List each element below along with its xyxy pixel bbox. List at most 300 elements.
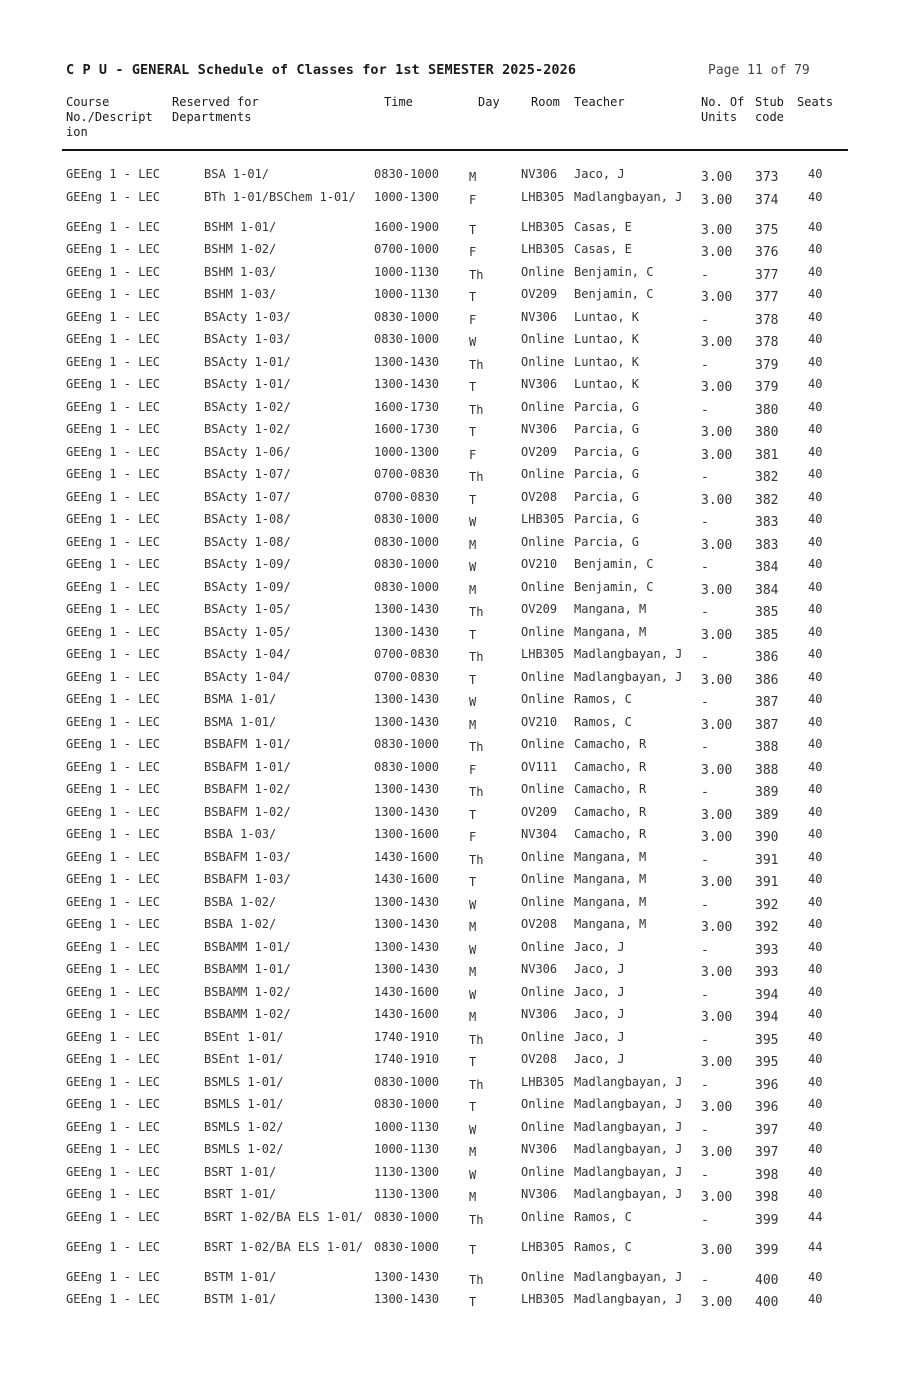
time-cell: 1300-1430 bbox=[374, 1292, 440, 1306]
units-cell: 3.00 bbox=[701, 222, 733, 238]
time-cell: 1000-1130 bbox=[374, 1119, 440, 1134]
department-cell: BSActy 1-04/ bbox=[204, 647, 291, 661]
teacher-cell: Mangana, M bbox=[574, 894, 647, 909]
teacher-cell: Madlangbayan, J bbox=[574, 1292, 683, 1306]
stub-code-cell: 382 bbox=[755, 492, 779, 508]
seats-cell: 40 bbox=[808, 512, 823, 526]
time-cell: 0830-1000 bbox=[374, 1097, 440, 1111]
day-cell: M bbox=[469, 170, 477, 184]
time-cell: 0830-1000 bbox=[374, 309, 440, 324]
teacher-cell: Madlangbayan, J bbox=[574, 669, 683, 684]
teacher-cell: Madlangbayan, J bbox=[574, 189, 683, 204]
time-cell: 1300-1430 bbox=[374, 804, 440, 819]
stub-code-cell: 379 bbox=[755, 357, 779, 373]
room-cell: Online bbox=[521, 1097, 565, 1111]
units-cell: 3.00 bbox=[701, 425, 733, 440]
room-cell: Online bbox=[521, 1269, 565, 1284]
day-cell: W bbox=[469, 987, 477, 1002]
col-header-reserved: Reserved for Departments bbox=[172, 95, 259, 124]
department-cell: BSBAFM 1-01/ bbox=[204, 759, 291, 774]
day-cell: F bbox=[469, 447, 477, 462]
stub-code-cell: 387 bbox=[755, 717, 779, 733]
day-cell: F bbox=[469, 762, 477, 777]
department-cell: BSActy 1-09/ bbox=[204, 579, 291, 594]
seats-cell: 40 bbox=[808, 692, 823, 706]
department-cell: BSTM 1-01/ bbox=[204, 1292, 277, 1306]
department-cell: BSRT 1-02/BA ELS 1-01/ bbox=[204, 1209, 363, 1224]
course-cell: GEEng 1 - LEC bbox=[66, 1052, 160, 1066]
day-cell: Th bbox=[469, 740, 484, 754]
day-cell: Th bbox=[469, 1272, 484, 1287]
seats-cell: 40 bbox=[808, 962, 823, 976]
stub-code-cell: 386 bbox=[755, 650, 779, 665]
room-cell: Online bbox=[521, 872, 565, 886]
teacher-cell: Jaco, J bbox=[574, 1052, 625, 1066]
teacher-cell: Luntao, K bbox=[574, 332, 640, 346]
teacher-cell: Madlangbayan, J bbox=[574, 1119, 683, 1134]
department-cell: BSBAFM 1-01/ bbox=[204, 737, 291, 751]
day-cell: T bbox=[469, 492, 477, 507]
department-cell: BSHM 1-01/ bbox=[204, 219, 277, 234]
room-cell: Online bbox=[521, 669, 565, 684]
seats-cell: 40 bbox=[808, 827, 823, 841]
day-cell: T bbox=[469, 672, 477, 687]
course-cell: GEEng 1 - LEC bbox=[66, 1097, 160, 1111]
department-cell: BSActy 1-03/ bbox=[204, 309, 291, 324]
room-cell: Online bbox=[521, 1164, 565, 1179]
seats-cell: 40 bbox=[808, 1029, 823, 1044]
units-cell: - bbox=[701, 1272, 709, 1288]
day-cell: F bbox=[469, 245, 477, 259]
col-header-time: Time bbox=[384, 95, 413, 109]
stub-code-cell: 394 bbox=[755, 1010, 779, 1025]
units-cell: 3.00 bbox=[701, 717, 733, 733]
seats-cell: 40 bbox=[808, 1119, 823, 1134]
stub-code-cell: 397 bbox=[755, 1122, 779, 1138]
time-cell: 1000-1300 bbox=[374, 189, 440, 204]
seats-cell: 40 bbox=[808, 444, 823, 459]
seats-cell: 40 bbox=[808, 489, 823, 504]
units-cell: 3.00 bbox=[701, 830, 733, 845]
course-cell: GEEng 1 - LEC bbox=[66, 264, 160, 279]
department-cell: BSActy 1-07/ bbox=[204, 489, 291, 504]
course-cell: GEEng 1 - LEC bbox=[66, 1074, 160, 1089]
time-cell: 0830-1000 bbox=[374, 557, 440, 571]
teacher-cell: Camacho, R bbox=[574, 782, 647, 796]
seats-cell: 40 bbox=[808, 1052, 823, 1066]
col-header-teacher: Teacher bbox=[574, 95, 625, 109]
stub-code-cell: 387 bbox=[755, 695, 779, 710]
day-cell: F bbox=[469, 312, 477, 327]
department-cell: BSMA 1-01/ bbox=[204, 714, 277, 729]
seats-cell: 40 bbox=[808, 579, 823, 594]
time-cell: 1740-1910 bbox=[374, 1052, 440, 1066]
stub-code-cell: 397 bbox=[755, 1145, 779, 1160]
seats-cell: 40 bbox=[808, 399, 823, 414]
seats-cell: 40 bbox=[808, 737, 823, 751]
room-cell: Online bbox=[521, 1209, 565, 1224]
teacher-cell: Jaco, J bbox=[574, 984, 625, 999]
stub-code-cell: 385 bbox=[755, 605, 779, 620]
stub-code-cell: 388 bbox=[755, 740, 779, 755]
time-cell: 1300-1430 bbox=[374, 377, 440, 391]
teacher-cell: Camacho, R bbox=[574, 827, 647, 841]
course-cell: GEEng 1 - LEC bbox=[66, 1119, 160, 1134]
course-cell: GEEng 1 - LEC bbox=[66, 167, 160, 181]
time-cell: 1300-1430 bbox=[374, 1269, 440, 1284]
units-cell: 3.00 bbox=[701, 170, 733, 185]
day-cell: T bbox=[469, 290, 477, 304]
seats-cell: 40 bbox=[808, 1292, 823, 1306]
stub-code-cell: 389 bbox=[755, 785, 779, 800]
stub-code-cell: 395 bbox=[755, 1032, 779, 1048]
day-cell: T bbox=[469, 1295, 477, 1309]
time-cell: 1300-1600 bbox=[374, 827, 440, 841]
col-header-day: Day bbox=[478, 95, 500, 109]
stub-code-cell: 400 bbox=[755, 1272, 779, 1288]
teacher-cell: Casas, E bbox=[574, 242, 632, 256]
course-cell: GEEng 1 - LEC bbox=[66, 714, 160, 729]
teacher-cell: Jaco, J bbox=[574, 962, 625, 976]
course-cell: GEEng 1 - LEC bbox=[66, 1029, 160, 1044]
seats-cell: 40 bbox=[808, 377, 823, 391]
room-cell: NV306 bbox=[521, 422, 558, 436]
time-cell: 1130-1300 bbox=[374, 1187, 440, 1201]
stub-code-cell: 394 bbox=[755, 987, 779, 1003]
seats-cell: 40 bbox=[808, 1269, 823, 1284]
department-cell: BSActy 1-02/ bbox=[204, 399, 291, 414]
seats-cell: 40 bbox=[808, 1164, 823, 1179]
department-cell: BSBAMM 1-02/ bbox=[204, 1007, 291, 1021]
seats-cell: 40 bbox=[808, 849, 823, 864]
room-cell: Online bbox=[521, 737, 565, 751]
department-cell: BSHM 1-03/ bbox=[204, 287, 277, 301]
room-cell: LHB305 bbox=[521, 1239, 565, 1254]
department-cell: BSMA 1-01/ bbox=[204, 692, 277, 706]
day-cell: W bbox=[469, 1122, 477, 1137]
day-cell: Th bbox=[469, 357, 484, 372]
teacher-cell: Camacho, R bbox=[574, 804, 647, 819]
course-cell: GEEng 1 - LEC bbox=[66, 1239, 160, 1254]
day-cell: M bbox=[469, 1145, 477, 1159]
stub-code-cell: 392 bbox=[755, 897, 779, 913]
teacher-cell: Luntao, K bbox=[574, 377, 640, 391]
stub-code-cell: 392 bbox=[755, 920, 779, 935]
department-cell: BSActy 1-03/ bbox=[204, 332, 291, 346]
room-cell: Online bbox=[521, 1029, 565, 1044]
units-cell: - bbox=[701, 560, 709, 575]
time-cell: 1430-1600 bbox=[374, 872, 440, 886]
units-cell: 3.00 bbox=[701, 920, 733, 935]
department-cell: BSBAFM 1-02/ bbox=[204, 782, 291, 796]
seats-cell: 40 bbox=[808, 467, 823, 481]
seats-cell: 40 bbox=[808, 984, 823, 999]
course-cell: GEEng 1 - LEC bbox=[66, 602, 160, 616]
department-cell: BSBAFM 1-02/ bbox=[204, 804, 291, 819]
seats-cell: 40 bbox=[808, 557, 823, 571]
units-cell: - bbox=[701, 267, 709, 283]
day-cell: M bbox=[469, 1010, 477, 1024]
day-cell: M bbox=[469, 582, 477, 597]
room-cell: OV210 bbox=[521, 557, 558, 571]
stub-code-cell: 395 bbox=[755, 1055, 779, 1070]
day-cell: T bbox=[469, 627, 477, 642]
time-cell: 0830-1000 bbox=[374, 332, 440, 346]
teacher-cell: Parcia, G bbox=[574, 444, 640, 459]
units-cell: 3.00 bbox=[701, 1145, 733, 1160]
room-cell: Online bbox=[521, 579, 565, 594]
course-cell: GEEng 1 - LEC bbox=[66, 579, 160, 594]
units-cell: 3.00 bbox=[701, 807, 733, 823]
seats-cell: 40 bbox=[808, 647, 823, 661]
room-cell: OV209 bbox=[521, 444, 558, 459]
day-cell: W bbox=[469, 897, 477, 912]
room-cell: NV306 bbox=[521, 1187, 558, 1201]
stub-code-cell: 391 bbox=[755, 852, 779, 868]
stub-code-cell: 399 bbox=[755, 1212, 779, 1228]
department-cell: BTh 1-01/BSChem 1-01/ bbox=[204, 189, 356, 204]
teacher-cell: Madlangbayan, J bbox=[574, 1187, 683, 1201]
course-cell: GEEng 1 - LEC bbox=[66, 692, 160, 706]
department-cell: BSBAMM 1-01/ bbox=[204, 962, 291, 976]
units-cell: 3.00 bbox=[701, 582, 733, 598]
teacher-cell: Mangana, M bbox=[574, 602, 647, 616]
time-cell: 1300-1430 bbox=[374, 917, 440, 931]
room-cell: OV210 bbox=[521, 714, 558, 729]
room-cell: Online bbox=[521, 1119, 565, 1134]
department-cell: BSActy 1-04/ bbox=[204, 669, 291, 684]
teacher-cell: Parcia, G bbox=[574, 399, 640, 414]
course-cell: GEEng 1 - LEC bbox=[66, 962, 160, 976]
stub-code-cell: 378 bbox=[755, 312, 779, 328]
stub-code-cell: 380 bbox=[755, 402, 779, 418]
teacher-cell: Mangana, M bbox=[574, 624, 647, 639]
course-cell: GEEng 1 - LEC bbox=[66, 782, 160, 796]
course-cell: GEEng 1 - LEC bbox=[66, 984, 160, 999]
course-cell: GEEng 1 - LEC bbox=[66, 534, 160, 549]
stub-code-cell: 381 bbox=[755, 447, 779, 463]
units-cell: 3.00 bbox=[701, 1295, 733, 1310]
day-cell: T bbox=[469, 222, 477, 237]
room-cell: Online bbox=[521, 332, 565, 346]
day-cell: M bbox=[469, 1190, 477, 1204]
teacher-cell: Madlangbayan, J bbox=[574, 1269, 683, 1284]
time-cell: 1300-1430 bbox=[374, 894, 440, 909]
day-cell: Th bbox=[469, 605, 484, 619]
course-cell: GEEng 1 - LEC bbox=[66, 332, 160, 346]
time-cell: 0700-0830 bbox=[374, 489, 440, 504]
seats-cell: 40 bbox=[808, 264, 823, 279]
room-cell: Online bbox=[521, 354, 565, 369]
room-cell: NV306 bbox=[521, 1142, 558, 1156]
day-cell: Th bbox=[469, 650, 484, 664]
seats-cell: 40 bbox=[808, 782, 823, 796]
room-cell: OV209 bbox=[521, 287, 558, 301]
course-cell: GEEng 1 - LEC bbox=[66, 624, 160, 639]
room-cell: NV304 bbox=[521, 827, 558, 841]
seats-cell: 40 bbox=[808, 309, 823, 324]
time-cell: 0700-1000 bbox=[374, 242, 440, 256]
room-cell: OV208 bbox=[521, 917, 558, 931]
department-cell: BSActy 1-06/ bbox=[204, 444, 291, 459]
units-cell: 3.00 bbox=[701, 447, 733, 463]
seats-cell: 40 bbox=[808, 219, 823, 234]
stub-code-cell: 391 bbox=[755, 875, 779, 890]
header-divider bbox=[62, 149, 848, 151]
teacher-cell: Parcia, G bbox=[574, 467, 640, 481]
teacher-cell: Luntao, K bbox=[574, 309, 640, 324]
teacher-cell: Ramos, C bbox=[574, 1209, 632, 1224]
room-cell: LHB305 bbox=[521, 512, 565, 526]
department-cell: BSBAMM 1-02/ bbox=[204, 984, 291, 999]
course-cell: GEEng 1 - LEC bbox=[66, 849, 160, 864]
stub-code-cell: 383 bbox=[755, 515, 779, 530]
room-cell: Online bbox=[521, 894, 565, 909]
room-cell: Online bbox=[521, 984, 565, 999]
room-cell: NV306 bbox=[521, 377, 558, 391]
stub-code-cell: 376 bbox=[755, 245, 779, 260]
teacher-cell: Madlangbayan, J bbox=[574, 1164, 683, 1179]
department-cell: BSRT 1-01/ bbox=[204, 1164, 277, 1179]
room-cell: OV208 bbox=[521, 489, 558, 504]
stub-code-cell: 389 bbox=[755, 807, 779, 823]
department-cell: BSMLS 1-02/ bbox=[204, 1119, 284, 1134]
units-cell: 3.00 bbox=[701, 1100, 733, 1115]
time-cell: 1300-1430 bbox=[374, 354, 440, 369]
department-cell: BSActy 1-09/ bbox=[204, 557, 291, 571]
room-cell: Online bbox=[521, 534, 565, 549]
units-cell: - bbox=[701, 695, 709, 710]
seats-cell: 40 bbox=[808, 534, 823, 549]
department-cell: BSBAFM 1-03/ bbox=[204, 872, 291, 886]
teacher-cell: Madlangbayan, J bbox=[574, 647, 683, 661]
day-cell: Th bbox=[469, 402, 484, 417]
stub-code-cell: 386 bbox=[755, 672, 779, 688]
course-cell: GEEng 1 - LEC bbox=[66, 354, 160, 369]
department-cell: BSActy 1-05/ bbox=[204, 602, 291, 616]
day-cell: M bbox=[469, 537, 477, 552]
stub-code-cell: 393 bbox=[755, 965, 779, 980]
course-cell: GEEng 1 - LEC bbox=[66, 309, 160, 324]
course-cell: GEEng 1 - LEC bbox=[66, 1142, 160, 1156]
time-cell: 0830-1000 bbox=[374, 167, 440, 181]
units-cell: - bbox=[701, 605, 709, 620]
time-cell: 1000-1130 bbox=[374, 1142, 440, 1156]
department-cell: BSBAFM 1-03/ bbox=[204, 849, 291, 864]
time-cell: 0830-1000 bbox=[374, 1209, 440, 1224]
units-cell: - bbox=[701, 942, 709, 958]
time-cell: 0830-1000 bbox=[374, 759, 440, 774]
department-cell: BSTM 1-01/ bbox=[204, 1269, 277, 1284]
teacher-cell: Parcia, G bbox=[574, 512, 640, 526]
time-cell: 1430-1600 bbox=[374, 849, 440, 864]
stub-code-cell: 384 bbox=[755, 582, 779, 598]
seats-cell: 44 bbox=[808, 1209, 823, 1224]
time-cell: 0700-0830 bbox=[374, 647, 440, 661]
room-cell: LHB305 bbox=[521, 219, 565, 234]
units-cell: - bbox=[701, 987, 709, 1003]
department-cell: BSActy 1-02/ bbox=[204, 422, 291, 436]
units-cell: - bbox=[701, 785, 709, 800]
time-cell: 1300-1430 bbox=[374, 714, 440, 729]
teacher-cell: Mangana, M bbox=[574, 872, 647, 886]
units-cell: - bbox=[701, 897, 709, 913]
time-cell: 0830-1000 bbox=[374, 1239, 440, 1254]
department-cell: BSA 1-01/ bbox=[204, 167, 270, 181]
room-cell: NV306 bbox=[521, 167, 558, 181]
units-cell: - bbox=[701, 470, 709, 485]
teacher-cell: Jaco, J bbox=[574, 1007, 625, 1021]
time-cell: 1430-1600 bbox=[374, 984, 440, 999]
seats-cell: 40 bbox=[808, 804, 823, 819]
teacher-cell: Madlangbayan, J bbox=[574, 1097, 683, 1111]
course-cell: GEEng 1 - LEC bbox=[66, 1269, 160, 1284]
department-cell: BSEnt 1-01/ bbox=[204, 1029, 284, 1044]
day-cell: F bbox=[469, 830, 477, 844]
time-cell: 1130-1300 bbox=[374, 1164, 440, 1179]
teacher-cell: Jaco, J bbox=[574, 167, 625, 181]
department-cell: BSActy 1-05/ bbox=[204, 624, 291, 639]
course-cell: GEEng 1 - LEC bbox=[66, 872, 160, 886]
day-cell: M bbox=[469, 920, 477, 934]
time-cell: 1000-1130 bbox=[374, 287, 440, 301]
time-cell: 1600-1730 bbox=[374, 399, 440, 414]
teacher-cell: Mangana, M bbox=[574, 917, 647, 931]
time-cell: 0830-1000 bbox=[374, 512, 440, 526]
department-cell: BSBAMM 1-01/ bbox=[204, 939, 291, 954]
teacher-cell: Ramos, C bbox=[574, 1239, 632, 1254]
units-cell: 3.00 bbox=[701, 245, 733, 260]
stub-code-cell: 398 bbox=[755, 1167, 779, 1183]
room-cell: LHB305 bbox=[521, 1292, 565, 1306]
course-cell: GEEng 1 - LEC bbox=[66, 827, 160, 841]
department-cell: BSEnt 1-01/ bbox=[204, 1052, 284, 1066]
room-cell: OV208 bbox=[521, 1052, 558, 1066]
department-cell: BSRT 1-02/BA ELS 1-01/ bbox=[204, 1239, 363, 1254]
units-cell: 3.00 bbox=[701, 1010, 733, 1025]
teacher-cell: Jaco, J bbox=[574, 939, 625, 954]
time-cell: 0830-1000 bbox=[374, 737, 440, 751]
course-cell: GEEng 1 - LEC bbox=[66, 444, 160, 459]
course-cell: GEEng 1 - LEC bbox=[66, 917, 160, 931]
units-cell: 3.00 bbox=[701, 965, 733, 980]
seats-cell: 40 bbox=[808, 917, 823, 931]
room-cell: LHB305 bbox=[521, 242, 565, 256]
stub-code-cell: 374 bbox=[755, 192, 779, 208]
course-cell: GEEng 1 - LEC bbox=[66, 219, 160, 234]
day-cell: T bbox=[469, 425, 477, 439]
day-cell: F bbox=[469, 192, 477, 207]
units-cell: 3.00 bbox=[701, 1242, 733, 1258]
teacher-cell: Madlangbayan, J bbox=[574, 1142, 683, 1156]
seats-cell: 40 bbox=[808, 759, 823, 774]
course-cell: GEEng 1 - LEC bbox=[66, 759, 160, 774]
teacher-cell: Mangana, M bbox=[574, 849, 647, 864]
day-cell: M bbox=[469, 717, 477, 732]
day-cell: W bbox=[469, 942, 477, 957]
course-cell: GEEng 1 - LEC bbox=[66, 287, 160, 301]
teacher-cell: Benjamin, C bbox=[574, 579, 654, 594]
room-cell: Online bbox=[521, 399, 565, 414]
day-cell: W bbox=[469, 1167, 477, 1182]
units-cell: 3.00 bbox=[701, 1055, 733, 1070]
stub-code-cell: 398 bbox=[755, 1190, 779, 1205]
units-cell: - bbox=[701, 1032, 709, 1048]
units-cell: 3.00 bbox=[701, 875, 733, 890]
department-cell: BSActy 1-01/ bbox=[204, 354, 291, 369]
seats-cell: 44 bbox=[808, 1239, 823, 1254]
day-cell: Th bbox=[469, 1212, 484, 1227]
